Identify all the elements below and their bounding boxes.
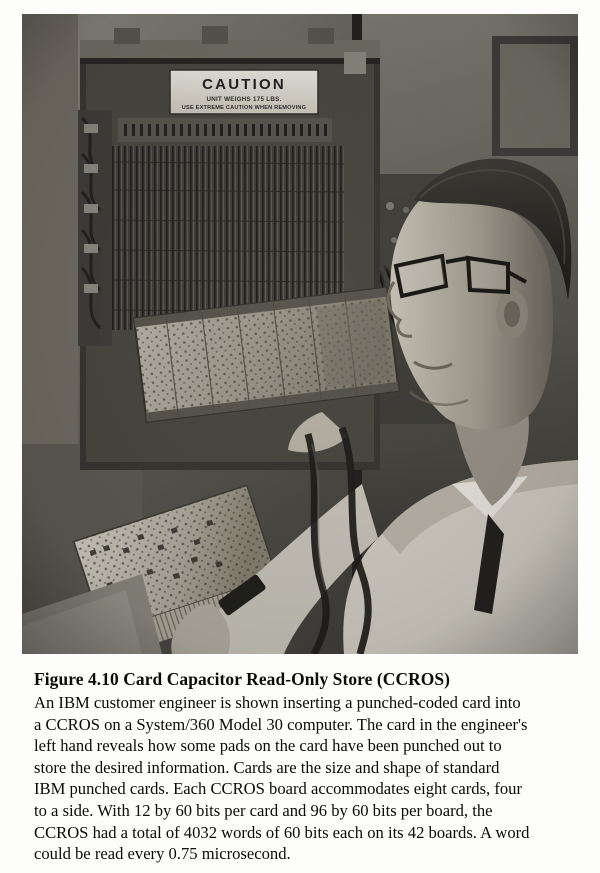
figure-caption-body: [34, 692, 570, 865]
figure-caption-title: Figure 4.10 Card Capacitor Read-Only Store (CCROS): [34, 669, 451, 689]
figure-caption: [34, 668, 570, 865]
caption-line: An IBM customer engineer is shown inserting a punched-coded card into: [34, 693, 521, 712]
caption-line: to a side. With 12 by 60 bits per card and 96 by 60 bits per board, the: [34, 800, 493, 820]
figure-photograph: [22, 14, 578, 654]
caption-line: CCROS had a total of 4032 words of 60 bits each on its 42 boards. A word: [34, 822, 530, 842]
caption-line: store the desired information. Cards are the size and shape of standard: [34, 757, 500, 777]
caption-line: left hand reveals how some pads on the card have been punched out to: [34, 736, 502, 756]
photograph-illustration: [22, 14, 578, 654]
caption-line: IBM punched cards. Each CCROS board accommodates eight cards, four: [34, 779, 523, 799]
caption-line: a CCROS on a System/360 Model 30 computer. The card in the engineer's: [34, 714, 528, 734]
caption-line: could be read every 0.75 microsecond.: [34, 844, 291, 864]
